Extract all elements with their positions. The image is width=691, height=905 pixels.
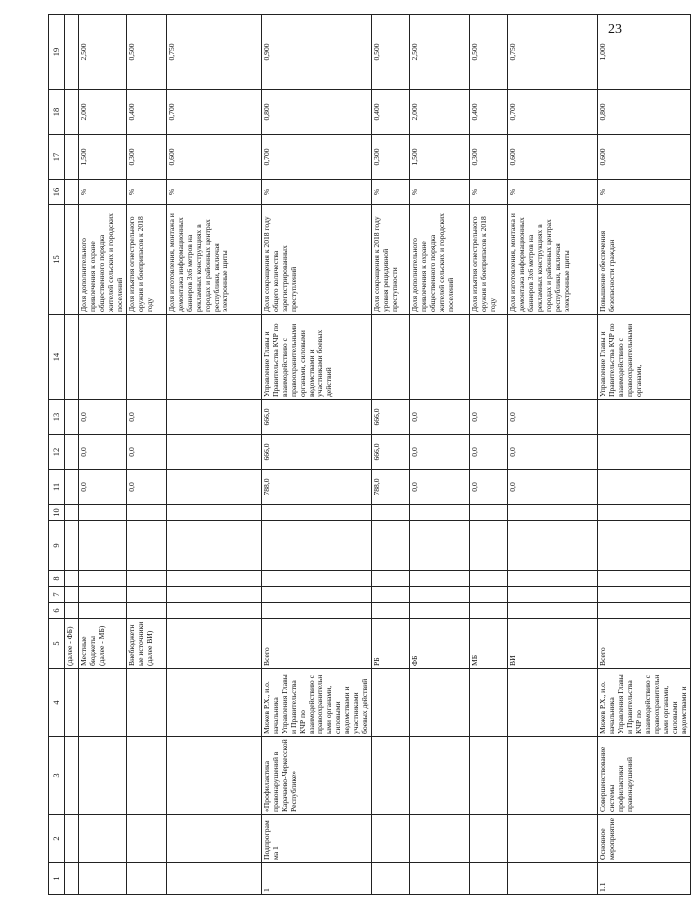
cell-c5: [166, 619, 261, 669]
cell-c2: [166, 815, 261, 863]
cell-c19: 0,500: [470, 15, 508, 90]
cell-c3: [470, 737, 508, 815]
empty-cell: [508, 571, 598, 587]
empty-cell: [79, 603, 127, 619]
empty-cell: [166, 521, 261, 571]
cell-c16: %: [470, 180, 508, 205]
empty-cell: [470, 521, 508, 571]
cell-c19: 0,500: [126, 15, 166, 90]
cell-c11: 0,0: [126, 470, 166, 505]
cell-c12: 0,0: [470, 435, 508, 470]
cell-c19: [65, 15, 79, 90]
cell-c4: Мижев Р.Х., и.о. начальника Управления Главы и Правительства КЧР по взаимодействию с правоохранительными органами, силовыми ведомствами и участниками боевых действий: [261, 669, 371, 737]
empty-cell: [598, 587, 691, 603]
empty-cell: [372, 587, 410, 603]
cell-c3: [126, 737, 166, 815]
cell-c4: [166, 669, 261, 737]
column-number-header: 8: [49, 571, 65, 587]
column-number-header: 14: [49, 315, 65, 400]
cell-c15: Повышение обеспечения безопасности граждан: [598, 205, 691, 315]
cell-c1: [126, 863, 166, 895]
cell-c16: %: [126, 180, 166, 205]
empty-cell: [65, 603, 79, 619]
column-number-header: 9: [49, 521, 65, 571]
cell-c1: 1.1: [598, 863, 691, 895]
cell-c15: Доля изъятия огнестрельного оружия и боеприпасов к 2018 году: [470, 205, 508, 315]
cell-c14: Управление Главы и Правительства КЧР по взаимодействию с правоохранительными органами, силовыми ведомствами и участниками боевых действий: [261, 315, 371, 400]
cell-c12: 0,0: [508, 435, 598, 470]
empty-cell: [126, 505, 166, 521]
cell-c5: Всего: [261, 619, 371, 669]
column-number-header: 18: [49, 90, 65, 135]
cell-c16: %: [79, 180, 127, 205]
empty-cell: [410, 505, 470, 521]
cell-c15: Доля дополнительного привлечения к охране общественного порядка жителей сельских и городских поселений: [410, 205, 470, 315]
empty-cell: [79, 521, 127, 571]
empty-cell: [126, 603, 166, 619]
empty-cell: [508, 587, 598, 603]
cell-c14: [410, 315, 470, 400]
cell-c16: [65, 180, 79, 205]
cell-c12: 0,0: [126, 435, 166, 470]
cell-c1: [372, 863, 410, 895]
cell-c18: [65, 90, 79, 135]
empty-cell: [470, 587, 508, 603]
cell-c2: [410, 815, 470, 863]
cell-c11: [65, 470, 79, 505]
cell-c11: [166, 470, 261, 505]
cell-c17: 0,600: [166, 135, 261, 180]
cell-c13: 0,0: [126, 400, 166, 435]
cell-c1: [470, 863, 508, 895]
rotated-table-container: [48, 15, 688, 895]
empty-cell: [166, 505, 261, 521]
cell-c17: 1,500: [410, 135, 470, 180]
cell-c18: 0,400: [470, 90, 508, 135]
cell-c14: [166, 315, 261, 400]
column-number-header: 17: [49, 135, 65, 180]
empty-cell: [65, 505, 79, 521]
empty-cell: [166, 587, 261, 603]
cell-c3: «Профилактика правонарушений в Карачаево-Черкесской Республике»: [261, 737, 371, 815]
page-number: 23: [608, 22, 622, 37]
column-number-header: 15: [49, 205, 65, 315]
column-number-header: 6: [49, 603, 65, 619]
cell-c17: 0,300: [372, 135, 410, 180]
cell-c4: [126, 669, 166, 737]
cell-c19: 0,500: [372, 15, 410, 90]
cell-c16: %: [372, 180, 410, 205]
cell-c15: Доля изъятия огнестрельного оружия и боеприпасов к 2018 году: [126, 205, 166, 315]
column-number-header: 2: [49, 815, 65, 863]
cell-c18: 0,400: [372, 90, 410, 135]
cell-c1: [166, 863, 261, 895]
cell-c3: [372, 737, 410, 815]
cell-c1: [410, 863, 470, 895]
cell-c5: (далее - ФБ): [65, 619, 79, 669]
empty-cell: [261, 505, 371, 521]
empty-cell: [470, 603, 508, 619]
cell-c14: [65, 315, 79, 400]
empty-cell: [79, 587, 127, 603]
program-table: [48, 14, 691, 895]
cell-c5: РБ: [372, 619, 410, 669]
column-number-header: 3: [49, 737, 65, 815]
column-number-header: 13: [49, 400, 65, 435]
empty-cell: [65, 571, 79, 587]
cell-c12: [65, 435, 79, 470]
empty-cell: [126, 521, 166, 571]
empty-cell: [261, 587, 371, 603]
cell-c3: [79, 737, 127, 815]
empty-cell: [166, 571, 261, 587]
cell-c3: [410, 737, 470, 815]
cell-c11: 788,0: [372, 470, 410, 505]
empty-cell: [126, 587, 166, 603]
cell-c1: [79, 863, 127, 895]
cell-c18: 0,700: [166, 90, 261, 135]
cell-c14: [470, 315, 508, 400]
cell-c12: 0,0: [410, 435, 470, 470]
cell-c2: [126, 815, 166, 863]
cell-c15: [65, 205, 79, 315]
cell-c5: Всего: [598, 619, 691, 669]
cell-c11: [598, 470, 691, 505]
cell-c2: [79, 815, 127, 863]
cell-c12: 666,0: [372, 435, 410, 470]
cell-c4: [372, 669, 410, 737]
empty-cell: [261, 571, 371, 587]
cell-c17: 1,500: [79, 135, 127, 180]
column-number-header: 5: [49, 619, 65, 669]
cell-c11: 0,0: [79, 470, 127, 505]
column-number-header: 1: [49, 863, 65, 895]
empty-cell: [598, 521, 691, 571]
cell-c14: [79, 315, 127, 400]
empty-cell: [410, 587, 470, 603]
cell-c16: %: [508, 180, 598, 205]
empty-cell: [372, 571, 410, 587]
cell-c12: 0,0: [79, 435, 127, 470]
cell-c18: 0,700: [508, 90, 598, 135]
empty-cell: [79, 505, 127, 521]
cell-c13: 0,0: [470, 400, 508, 435]
cell-c15: Доля изготовления, монтажа и демонтажа информационных баннеров 3х6 метров на рекламных конструкциях в городах и районных центрах республики, включая электронные щиты: [166, 205, 261, 315]
table-row: [372, 15, 410, 895]
cell-c18: 2,000: [79, 90, 127, 135]
table-row: [410, 15, 470, 895]
cell-c15: Доля дополнительного привлечения к охране общественного порядка жителей сельских и городских поселений: [79, 205, 127, 315]
cell-c14: [508, 315, 598, 400]
empty-cell: [372, 603, 410, 619]
cell-c19: 2,500: [79, 15, 127, 90]
empty-cell: [598, 603, 691, 619]
table-row: [166, 15, 261, 895]
cell-c11: 788,0: [261, 470, 371, 505]
cell-c19: 1,000: [598, 15, 691, 90]
cell-c19: 0,750: [166, 15, 261, 90]
cell-c18: 2,000: [410, 90, 470, 135]
cell-c17: 0,300: [470, 135, 508, 180]
empty-cell: [508, 521, 598, 571]
cell-c5: ВИ: [508, 619, 598, 669]
empty-cell: [261, 603, 371, 619]
cell-c13: [65, 400, 79, 435]
cell-c2: Подпрограмма 1: [261, 815, 371, 863]
cell-c3: [65, 737, 79, 815]
empty-cell: [410, 603, 470, 619]
empty-cell: [598, 571, 691, 587]
cell-c18: 0,800: [598, 90, 691, 135]
column-number-header: 16: [49, 180, 65, 205]
cell-c19: 2,500: [410, 15, 470, 90]
cell-c18: 0,800: [261, 90, 371, 135]
table-row: [261, 15, 371, 895]
cell-c4: [470, 669, 508, 737]
empty-cell: [261, 521, 371, 571]
cell-c17: [65, 135, 79, 180]
empty-cell: [372, 505, 410, 521]
column-number-header: 7: [49, 587, 65, 603]
column-number-header: 12: [49, 435, 65, 470]
cell-c14: Управление Главы и Правительства КЧР по взаимодействию с правоохранительными органами,: [598, 315, 691, 400]
table-row: [508, 15, 598, 895]
cell-c2: [508, 815, 598, 863]
cell-c13: 0,0: [410, 400, 470, 435]
cell-c15: Доля сокращения к 2018 году уровня рецидивной преступности: [372, 205, 410, 315]
empty-cell: [470, 505, 508, 521]
cell-c11: 0,0: [410, 470, 470, 505]
cell-c14: [126, 315, 166, 400]
empty-cell: [126, 571, 166, 587]
cell-c13: 666,0: [372, 400, 410, 435]
cell-c5: Внебюджетные источники (далее ВИ): [126, 619, 166, 669]
table-row: [126, 15, 166, 895]
cell-c4: [79, 669, 127, 737]
cell-c2: Основное мероприятие: [598, 815, 691, 863]
cell-c3: [166, 737, 261, 815]
cell-c19: 0,750: [508, 15, 598, 90]
cell-c16: %: [598, 180, 691, 205]
cell-c4: Мижев Р.Х., и.о. начальника Управления Главы и Правительства КЧР по взаимодействию с правоохранительными органами, силовыми ведомствами и: [598, 669, 691, 737]
cell-c17: 0,600: [598, 135, 691, 180]
empty-cell: [508, 603, 598, 619]
cell-c15: Доля сокращения к 2018 году общего количества зарегистрированных преступлений: [261, 205, 371, 315]
empty-cell: [166, 603, 261, 619]
cell-c4: [65, 669, 79, 737]
cell-c17: 0,700: [261, 135, 371, 180]
cell-c16: %: [261, 180, 371, 205]
cell-c17: 0,600: [508, 135, 598, 180]
cell-c1: 1: [261, 863, 371, 895]
cell-c2: [470, 815, 508, 863]
empty-cell: [65, 587, 79, 603]
column-number-header: 19: [49, 15, 65, 90]
cell-c15: Доля изготовления, монтажа и демонтажа информационных баннеров 3х6 метров на рекламных конструкциях в городах и районных центрах республики, включая электронные щиты: [508, 205, 598, 315]
empty-cell: [79, 571, 127, 587]
empty-cell: [470, 571, 508, 587]
cell-c11: 0,0: [470, 470, 508, 505]
cell-c4: [410, 669, 470, 737]
cell-c5: Местные бюджеты (далее - МБ): [79, 619, 127, 669]
cell-c1: [65, 863, 79, 895]
cell-c3: [508, 737, 598, 815]
column-number-header: 10: [49, 505, 65, 521]
empty-cell: [372, 521, 410, 571]
table-row: [470, 15, 508, 895]
table-row: [598, 15, 691, 895]
cell-c2: [65, 815, 79, 863]
cell-c12: 666,0: [261, 435, 371, 470]
table-row: [79, 15, 127, 895]
cell-c16: %: [410, 180, 470, 205]
cell-c13: 0,0: [79, 400, 127, 435]
cell-c16: %: [166, 180, 261, 205]
cell-c19: 0,900: [261, 15, 371, 90]
cell-c18: 0,400: [126, 90, 166, 135]
cell-c12: [166, 435, 261, 470]
cell-c4: [508, 669, 598, 737]
cell-c12: [598, 435, 691, 470]
cell-c5: МБ: [470, 619, 508, 669]
column-number-header: 11: [49, 470, 65, 505]
empty-cell: [410, 571, 470, 587]
cell-c17: 0,300: [126, 135, 166, 180]
cell-c13: [598, 400, 691, 435]
empty-cell: [410, 521, 470, 571]
cell-c2: [372, 815, 410, 863]
empty-cell: [598, 505, 691, 521]
cell-c13: 666,0: [261, 400, 371, 435]
cell-c3: Совершенствование системы профилактики правонарушений: [598, 737, 691, 815]
header-row: [49, 15, 65, 895]
empty-cell: [508, 505, 598, 521]
cell-c1: [508, 863, 598, 895]
cell-c5: ФБ: [410, 619, 470, 669]
column-number-header: 4: [49, 669, 65, 737]
table-row: [65, 15, 79, 895]
cell-c11: 0,0: [508, 470, 598, 505]
cell-c13: [166, 400, 261, 435]
cell-c13: 0,0: [508, 400, 598, 435]
cell-c14: [372, 315, 410, 400]
empty-cell: [65, 521, 79, 571]
